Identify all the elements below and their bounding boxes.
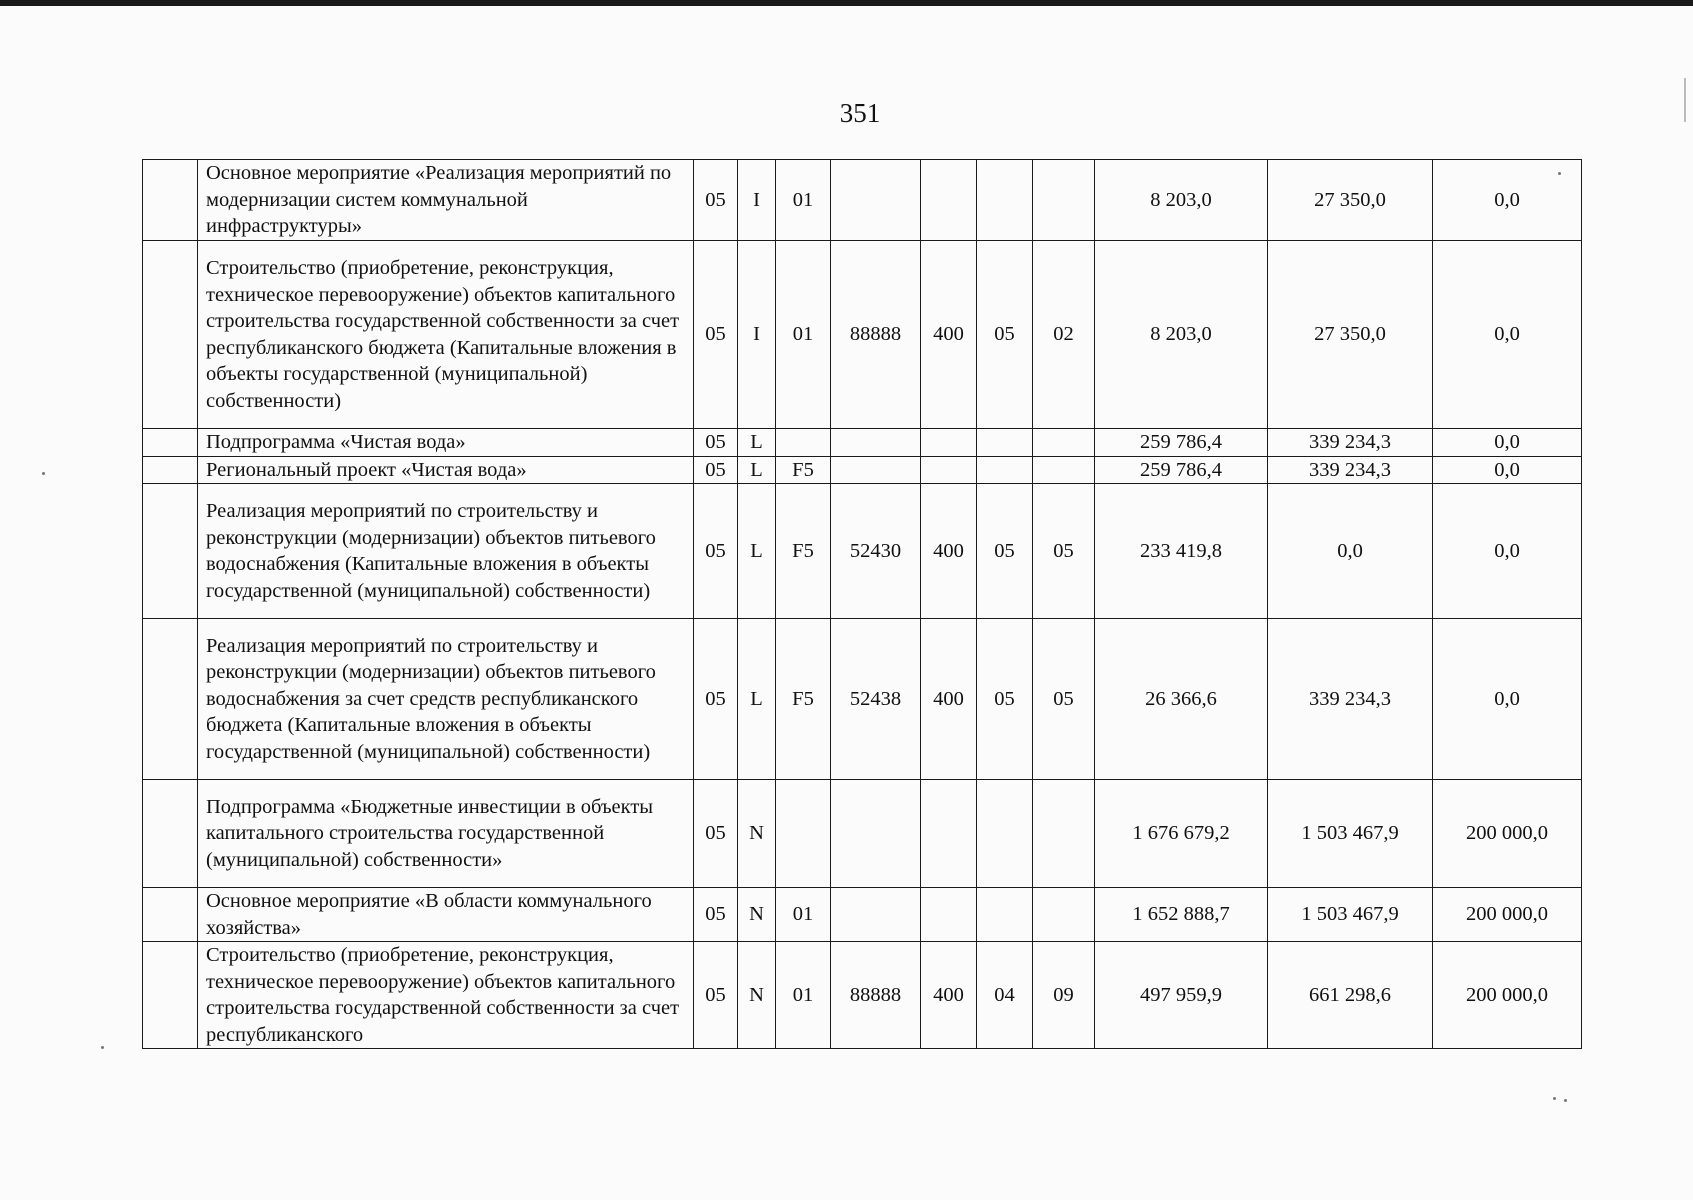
scan-speck [1564,1099,1567,1102]
scan-edge-mark [1684,78,1686,122]
amount-year-2: 339 234,3 [1268,619,1433,780]
amount-year-3: 200 000,0 [1433,780,1582,888]
amount-year-3: 0,0 [1433,484,1582,619]
amount-year-1: 497 959,9 [1095,942,1268,1049]
code-subsection: 05 [1033,484,1095,619]
code-ministry: 05 [694,484,738,619]
code-expense-type: 400 [921,942,977,1049]
code-section [977,780,1033,888]
table-row [143,456,1582,484]
code-subprogram: L [738,484,776,619]
row-number-cell [143,888,198,942]
amount-year-2: 339 234,3 [1268,429,1433,457]
table-row [143,942,1582,1049]
amount-year-3: 0,0 [1433,429,1582,457]
code-subsection [1033,160,1095,241]
amount-year-3: 0,0 [1433,160,1582,241]
code-direction: 52430 [831,484,921,619]
code-expense-type: 400 [921,619,977,780]
row-number-cell [143,619,198,780]
code-section [977,429,1033,457]
page-top-rule [0,0,1693,6]
code-direction [831,456,921,484]
code-subprogram: N [738,780,776,888]
code-subprogram: I [738,241,776,429]
row-description: Реализация мероприятий по строительству и реконструкции (модернизации) объектов питьевого водоснабжения за счет средств республиканского бюджета (Капитальные вложения в объекты государственной (муниципальной) собственности) [198,619,694,780]
row-description: Строительство (приобретение, реконструкция, техническое перевооружение) объектов капитального строительства государственной собственности за счет республиканского [198,942,694,1049]
code-direction [831,160,921,241]
code-measure: 01 [776,942,831,1049]
code-subsection [1033,780,1095,888]
table-row [143,619,1582,780]
code-section: 05 [977,619,1033,780]
code-ministry: 05 [694,888,738,942]
table-row [143,888,1582,942]
amount-year-2: 661 298,6 [1268,942,1433,1049]
table-row [143,160,1582,241]
row-number-cell [143,241,198,429]
code-ministry: 05 [694,619,738,780]
code-subsection [1033,456,1095,484]
row-number-cell [143,160,198,241]
row-description: Региональный проект «Чистая вода» [198,456,694,484]
scan-speck [101,1046,104,1049]
code-subsection: 02 [1033,241,1095,429]
code-subprogram: I [738,160,776,241]
amount-year-1: 26 366,6 [1095,619,1268,780]
code-section: 05 [977,241,1033,429]
amount-year-2: 1 503 467,9 [1268,780,1433,888]
code-subprogram: L [738,456,776,484]
row-description: Подпрограмма «Бюджетные инвестиции в объекты капитального строительства государственной (муниципальной) собственности» [198,780,694,888]
amount-year-1: 8 203,0 [1095,241,1268,429]
code-section [977,456,1033,484]
code-section [977,160,1033,241]
amount-year-1: 259 786,4 [1095,456,1268,484]
code-ministry: 05 [694,456,738,484]
code-direction [831,429,921,457]
code-measure: 01 [776,888,831,942]
code-ministry: 05 [694,942,738,1049]
code-expense-type [921,429,977,457]
table-row [143,241,1582,429]
code-ministry: 05 [694,160,738,241]
code-measure: 01 [776,160,831,241]
code-measure [776,429,831,457]
budget-table [142,159,1582,1049]
code-ministry: 05 [694,429,738,457]
code-ministry: 05 [694,241,738,429]
budget-table-body [143,160,1582,1049]
code-subsection: 09 [1033,942,1095,1049]
row-number-cell [143,942,198,1049]
amount-year-3: 200 000,0 [1433,942,1582,1049]
code-ministry: 05 [694,780,738,888]
code-direction: 88888 [831,942,921,1049]
code-direction [831,888,921,942]
table-row [143,484,1582,619]
row-number-cell [143,484,198,619]
amount-year-3: 0,0 [1433,456,1582,484]
row-description: Основное мероприятие «Реализация мероприятий по модернизации систем коммунальной инфраструктуры» [198,160,694,241]
amount-year-2: 27 350,0 [1268,241,1433,429]
code-expense-type [921,456,977,484]
row-description: Основное мероприятие «В области коммунального хозяйства» [198,888,694,942]
amount-year-3: 0,0 [1433,241,1582,429]
code-expense-type: 400 [921,241,977,429]
row-description: Реализация мероприятий по строительству и реконструкции (модернизации) объектов питьевого водоснабжения (Капитальные вложения в объекты государственной (муниципальной) собственности) [198,484,694,619]
code-subprogram: N [738,888,776,942]
amount-year-2: 1 503 467,9 [1268,888,1433,942]
amount-year-3: 0,0 [1433,619,1582,780]
amount-year-3: 200 000,0 [1433,888,1582,942]
amount-year-1: 8 203,0 [1095,160,1268,241]
code-subsection [1033,429,1095,457]
amount-year-2: 339 234,3 [1268,456,1433,484]
amount-year-2: 0,0 [1268,484,1433,619]
code-subprogram: L [738,619,776,780]
row-number-cell [143,780,198,888]
code-subsection [1033,888,1095,942]
table-row [143,429,1582,457]
code-direction [831,780,921,888]
row-description: Строительство (приобретение, реконструкция, техническое перевооружение) объектов капитального строительства государственной собственности за счет республиканского бюджета (Капитальные вложения в объекты государственной (муниципальной) собственности) [198,241,694,429]
code-subprogram: N [738,942,776,1049]
code-measure: F5 [776,619,831,780]
code-direction: 88888 [831,241,921,429]
scan-speck [1558,172,1561,175]
scan-speck [1553,1097,1556,1100]
code-section: 05 [977,484,1033,619]
code-expense-type: 400 [921,484,977,619]
amount-year-1: 259 786,4 [1095,429,1268,457]
code-subsection: 05 [1033,619,1095,780]
code-subprogram: L [738,429,776,457]
page-number: 351 [839,98,881,128]
code-expense-type [921,160,977,241]
scan-speck [42,472,45,475]
amount-year-1: 233 419,8 [1095,484,1268,619]
code-measure: 01 [776,241,831,429]
code-measure: F5 [776,484,831,619]
row-number-cell [143,456,198,484]
code-measure: F5 [776,456,831,484]
table-row [143,780,1582,888]
code-section: 04 [977,942,1033,1049]
row-number-cell [143,429,198,457]
code-section [977,888,1033,942]
amount-year-2: 27 350,0 [1268,160,1433,241]
row-description: Подпрограмма «Чистая вода» [198,429,694,457]
amount-year-1: 1 652 888,7 [1095,888,1268,942]
code-measure [776,780,831,888]
amount-year-1: 1 676 679,2 [1095,780,1268,888]
code-expense-type [921,780,977,888]
code-expense-type [921,888,977,942]
code-direction: 52438 [831,619,921,780]
